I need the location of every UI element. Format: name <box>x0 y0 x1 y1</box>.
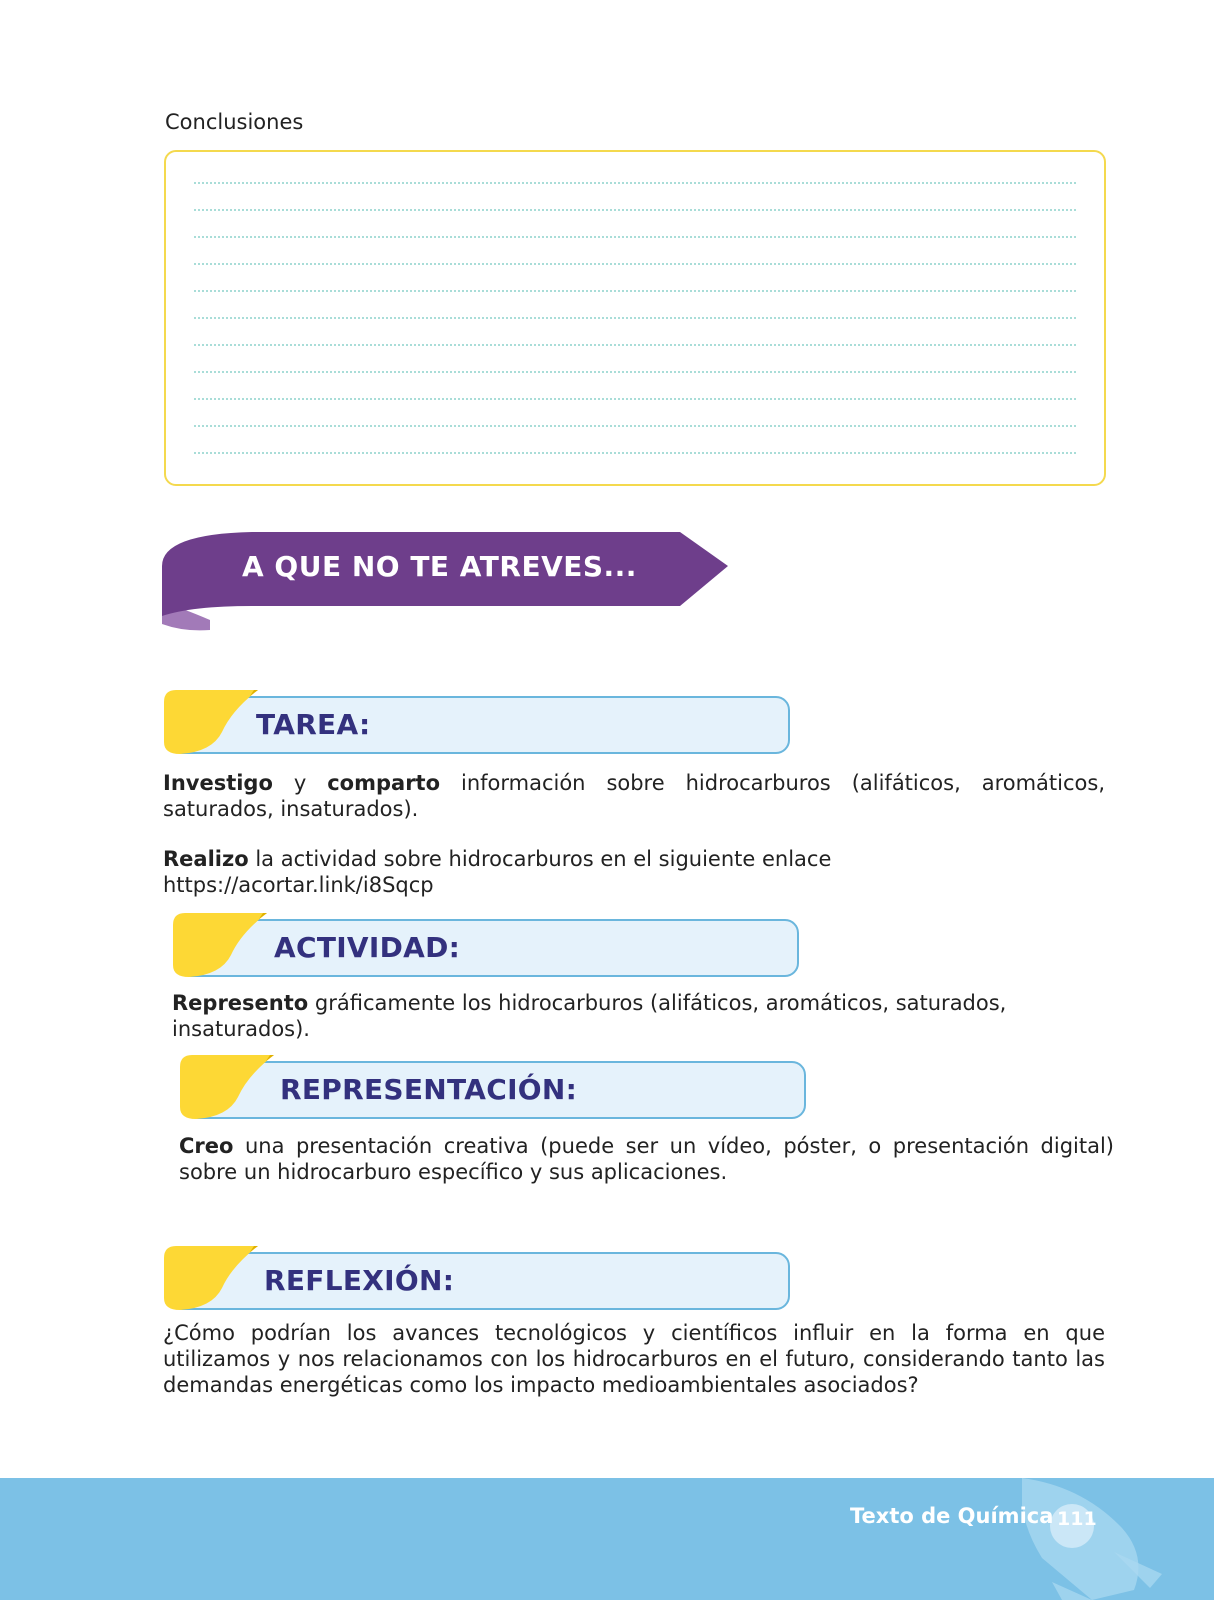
reflexion-title: REFLEXIÓN: <box>264 1264 455 1297</box>
writing-line <box>194 209 1076 211</box>
actividad-title: ACTIVIDAD: <box>274 931 461 964</box>
writing-line <box>194 182 1076 184</box>
writing-line <box>194 371 1076 373</box>
writing-line <box>194 236 1076 238</box>
writing-line <box>194 290 1076 292</box>
reflexion-header <box>162 1246 790 1310</box>
tarea-paragraph-1: Investigo y comparto información sobre hidrocarburos (alifáticos, aromáticos, saturados, insaturados). <box>163 771 1106 821</box>
reflexion-paragraph: ¿Cómo podrían los avances tecnológicos y científicos influir en la forma en que utilizamos y nos relacionamos con los hidrocarburos en el futuro, considerando tanto las demandas energéticas como los impacto medioambientales asociados? <box>163 1321 1105 1397</box>
representacion-paragraph: Creo una presentación creativa (puede ser un vídeo, póster, o presentación digital) sobre un hidrocarburo específico y sus aplicaciones. <box>179 1134 1114 1184</box>
rocket-icon <box>1022 1478 1182 1600</box>
representacion-title: REPRESENTACIÓN: <box>280 1073 578 1106</box>
conclusions-label: Conclusiones <box>165 110 304 134</box>
yellow-tab-icon <box>162 690 262 756</box>
section-banner <box>162 530 732 640</box>
tarea-header <box>162 690 790 754</box>
writing-line <box>194 425 1076 427</box>
yellow-tab-icon <box>171 913 271 979</box>
actividad-paragraph: Represento gráficamente los hidrocarburos (alifáticos, aromáticos, saturados, insaturados). <box>172 991 1007 1041</box>
page-footer <box>0 1478 1214 1600</box>
yellow-tab-icon <box>162 1246 262 1312</box>
page-number: 111 <box>1057 1508 1097 1530</box>
yellow-tab-icon <box>178 1055 278 1121</box>
writing-line <box>194 398 1076 400</box>
writing-line <box>194 344 1076 346</box>
writing-line <box>194 263 1076 265</box>
banner-title: A QUE NO TE ATREVES... <box>242 550 637 583</box>
representacion-header <box>178 1055 806 1119</box>
conclusions-writing-area[interactable] <box>164 150 1106 486</box>
book-title: Texto de Química <box>850 1504 1054 1528</box>
actividad-header <box>171 913 799 977</box>
tarea-paragraph-2: Realizo la actividad sobre hidrocarburos en el siguiente enlace https://acortar.link/i8Sqcp <box>163 847 832 897</box>
writing-line <box>194 317 1076 319</box>
tarea-title: TAREA: <box>256 708 371 741</box>
writing-line <box>194 452 1076 454</box>
